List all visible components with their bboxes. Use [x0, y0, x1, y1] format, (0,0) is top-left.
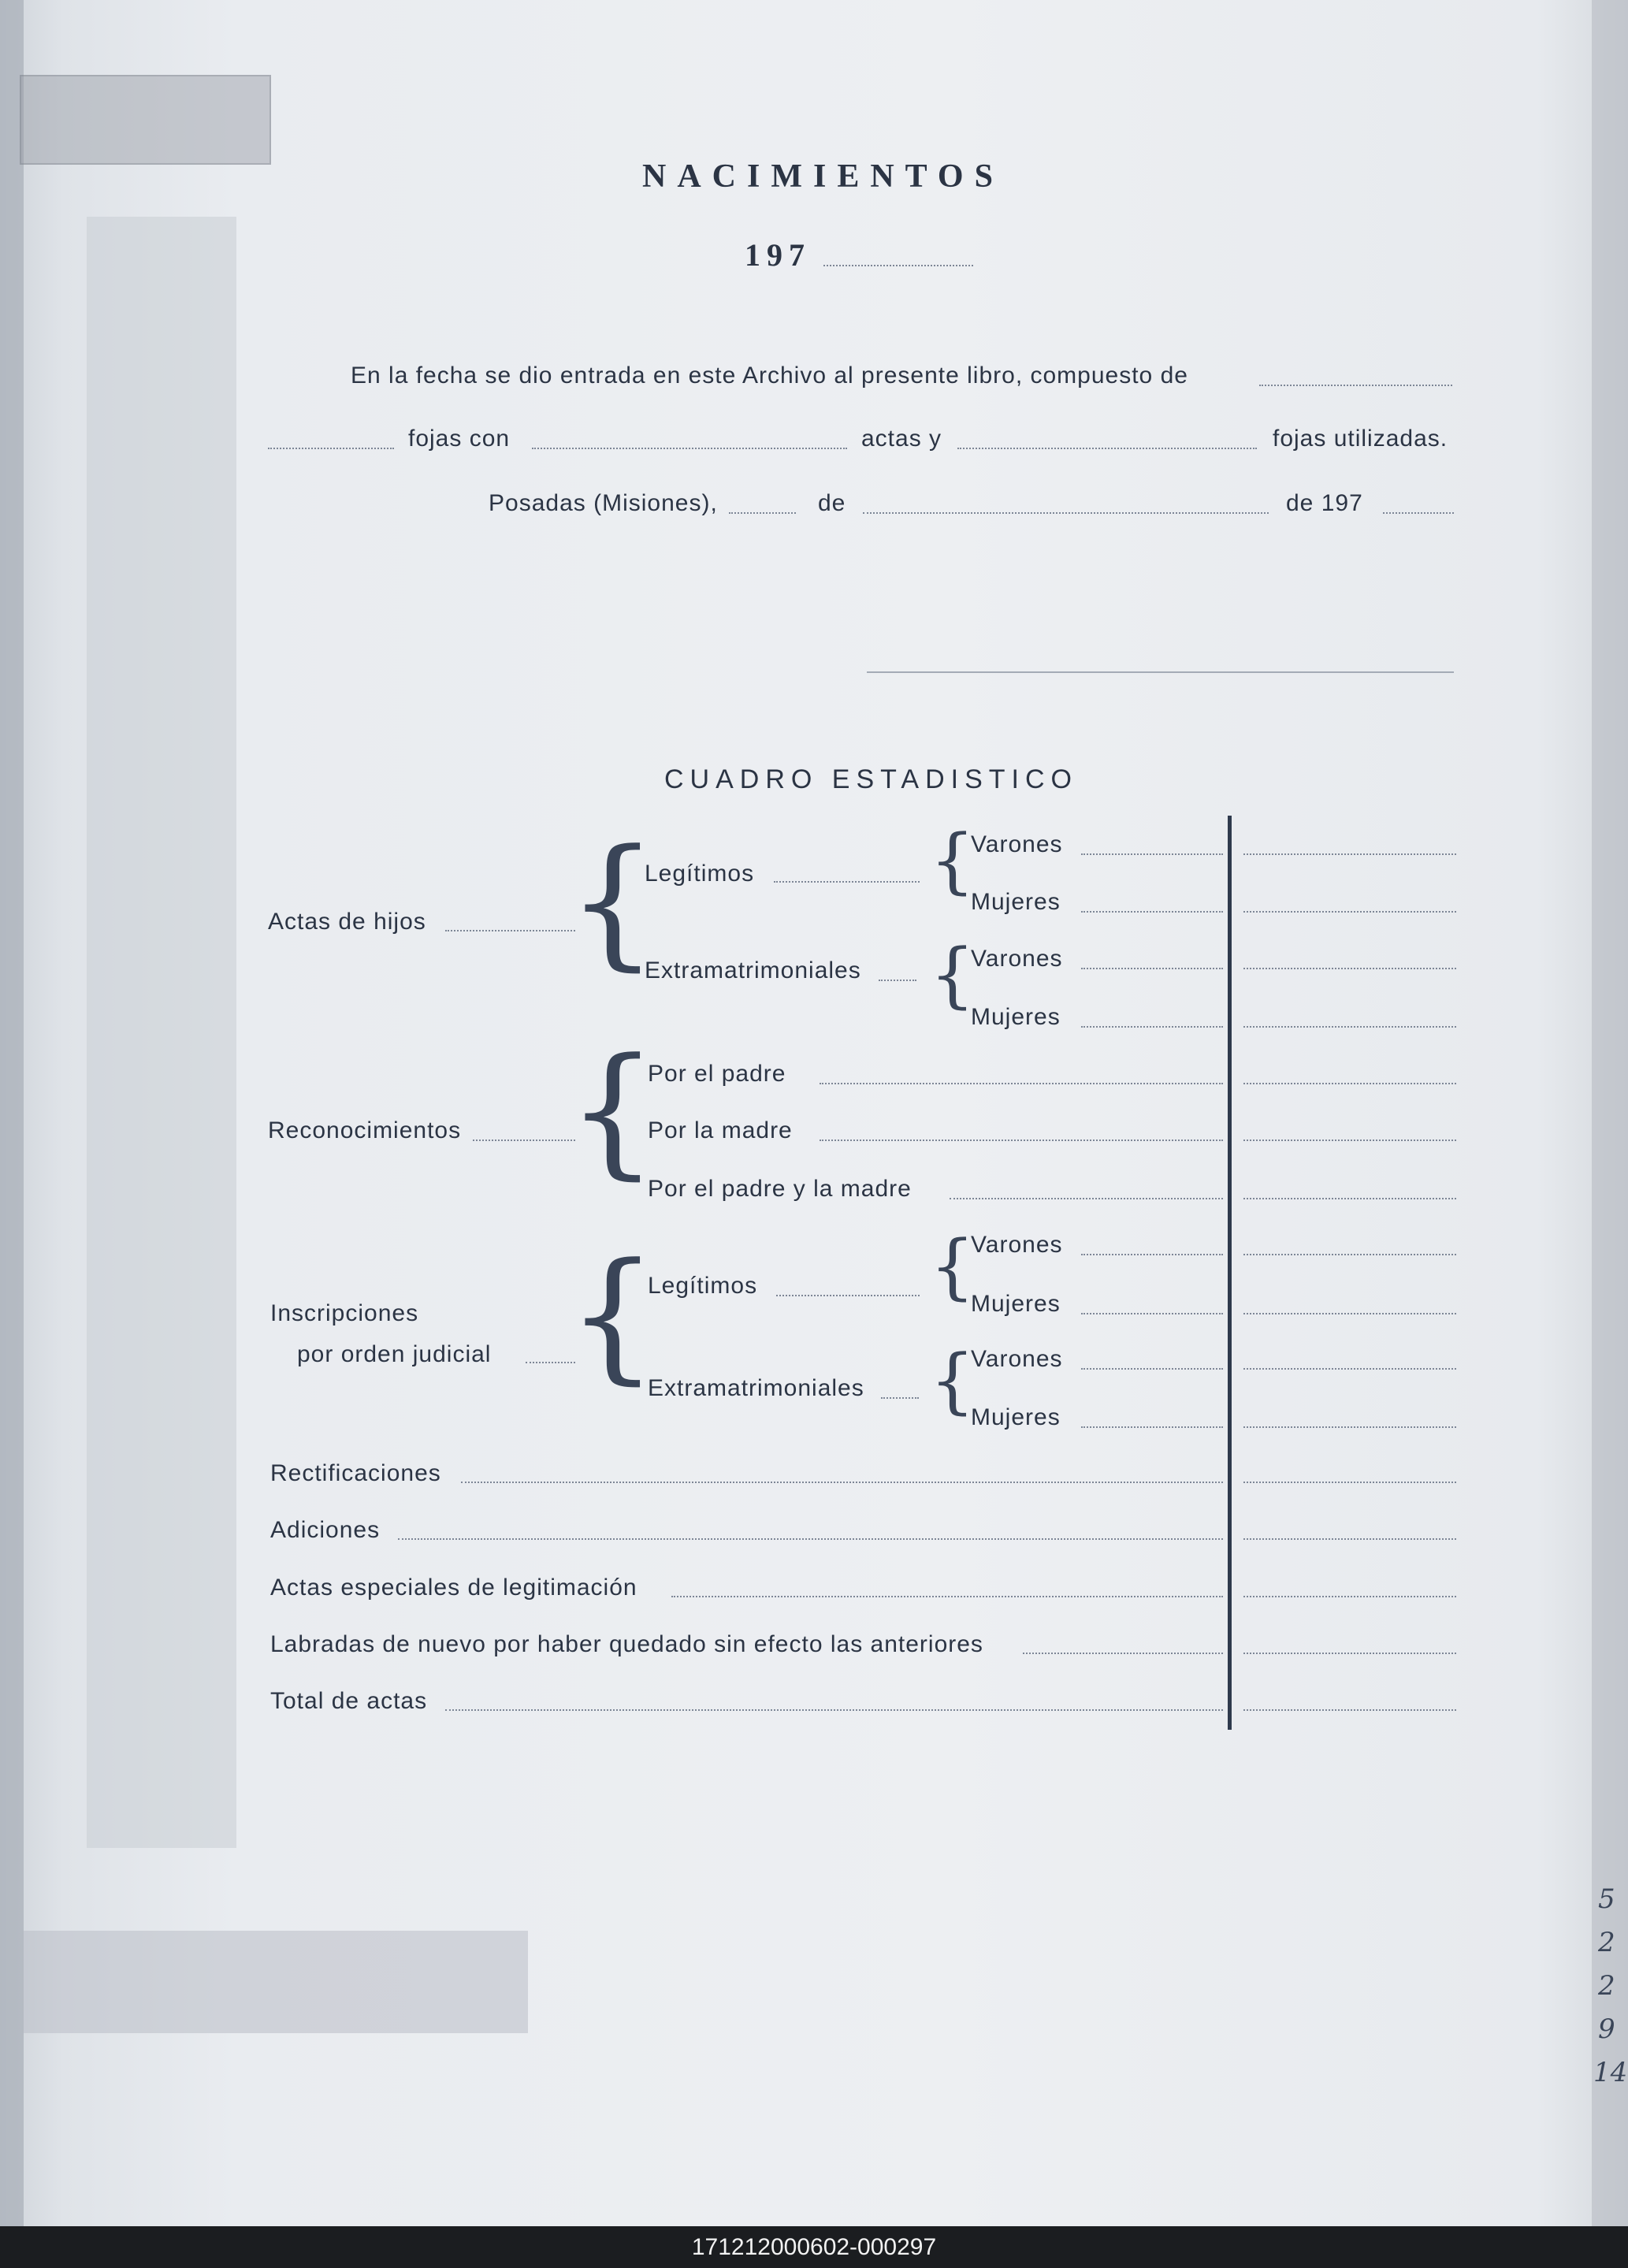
blank-year — [1383, 512, 1454, 514]
label-mujeres: Mujeres — [971, 889, 1061, 915]
brace-extramatrimoniales: { — [930, 934, 976, 1017]
right-blank — [1243, 1254, 1456, 1255]
blank-mujeres-2 — [1081, 1026, 1223, 1028]
brace-extramatrimoniales-insc: { — [930, 1340, 976, 1422]
year-prefix: 197 — [745, 237, 811, 273]
brace-inscripciones: { — [567, 1233, 658, 1398]
brace-actas-hijos: { — [567, 820, 658, 984]
right-blank — [1243, 853, 1456, 855]
label-por-la-madre: Por la madre — [648, 1117, 793, 1143]
label-actas-y: actas y — [861, 426, 942, 452]
label-inscripciones: Inscripciones — [270, 1300, 419, 1326]
right-blank — [1243, 1596, 1456, 1597]
blank-adiciones — [398, 1538, 1223, 1540]
label-varones: Varones — [971, 946, 1063, 972]
right-blank — [1243, 911, 1456, 913]
blank-rectificaciones — [461, 1482, 1223, 1483]
label-total: Total de actas — [270, 1688, 428, 1714]
blank-por-el-padre — [820, 1083, 1223, 1084]
label-de: de — [818, 490, 846, 516]
blank-por-la-madre — [820, 1140, 1223, 1141]
brace-reconocimientos: { — [567, 1028, 658, 1193]
margin-digit: 14 — [1593, 2057, 1628, 2088]
right-blank — [1243, 1198, 1456, 1199]
blank-actas-hijos — [445, 930, 575, 931]
label-legitimos: Legítimos — [648, 1273, 758, 1299]
right-blank — [1243, 1426, 1456, 1428]
blank-legitimos — [774, 881, 920, 883]
label-reconocimientos: Reconocimientos — [268, 1117, 462, 1143]
label-extramatrimoniales: Extramatrimoniales — [648, 1375, 864, 1401]
tape-bottom — [24, 1931, 528, 2033]
blank-month — [863, 512, 1269, 514]
image-id-footer: 171212000602-000297 — [0, 2226, 1628, 2268]
tape-piece — [20, 75, 271, 165]
label-varones: Varones — [971, 1232, 1063, 1258]
label-por-el-padre: Por el padre — [648, 1061, 786, 1087]
blank-extramatrimoniales — [879, 980, 916, 981]
blank-actas-especiales — [671, 1596, 1223, 1597]
label-mujeres: Mujeres — [971, 1291, 1061, 1317]
label-varones: Varones — [971, 831, 1063, 857]
page-title: NACIMIENTOS — [642, 158, 1004, 195]
brace-legitimos-insc: { — [930, 1225, 976, 1308]
right-blank — [1243, 1368, 1456, 1370]
label-por-orden-judicial: por orden judicial — [297, 1341, 492, 1367]
intro-line-1: En la fecha se dio entrada en este Archivo al presente libro, compuesto de — [351, 363, 1188, 389]
margin-digit: 9 — [1598, 2013, 1615, 2045]
right-blank — [1243, 1140, 1456, 1141]
label-labradas: Labradas de nuevo por haber quedado sin efecto las anteriores — [270, 1631, 983, 1657]
label-de-year: de 197 — [1286, 490, 1363, 516]
blank-varones-2 — [1081, 968, 1223, 969]
blank-mujeres-1 — [1081, 911, 1223, 913]
label-fojas-utilizadas: fojas utilizadas. — [1273, 426, 1448, 452]
margin-digit: 2 — [1598, 1970, 1615, 2002]
label-legitimos: Legítimos — [645, 861, 755, 887]
blank-varones-1 — [1081, 853, 1223, 855]
label-mujeres: Mujeres — [971, 1404, 1061, 1430]
blank-mujeres-4 — [1081, 1426, 1223, 1428]
label-actas-de-hijos: Actas de hijos — [268, 909, 426, 935]
blank-reconocimientos — [473, 1140, 575, 1141]
label-fojas-con: fojas con — [408, 426, 511, 452]
blank-labradas — [1023, 1653, 1223, 1654]
blank-actas — [532, 448, 847, 449]
blank-varones-3 — [1081, 1254, 1223, 1255]
binding-edge — [0, 0, 24, 2226]
right-blank — [1243, 1653, 1456, 1654]
label-rectificaciones: Rectificaciones — [270, 1460, 441, 1486]
year-blank — [823, 265, 973, 266]
label-posadas: Posadas (Misiones), — [489, 490, 718, 516]
blank-varones-4 — [1081, 1368, 1223, 1370]
right-blank — [1243, 1709, 1456, 1711]
margin-digit: 2 — [1598, 1927, 1615, 1958]
right-blank — [1243, 1083, 1456, 1084]
right-blank — [1243, 1026, 1456, 1028]
blank-fojas — [268, 448, 394, 449]
label-mujeres: Mujeres — [971, 1004, 1061, 1030]
stats-title: CUADRO ESTADISTICO — [664, 764, 1078, 794]
brace-legitimos: { — [930, 820, 976, 902]
blank-utilizadas — [957, 448, 1257, 449]
signature-line — [867, 671, 1454, 673]
blank-por-ambos — [950, 1198, 1223, 1199]
blank-legitimos-insc — [776, 1295, 920, 1296]
column-divider — [1228, 816, 1232, 1730]
blank-day — [729, 512, 796, 514]
blank-extramatrimoniales-insc — [881, 1397, 919, 1399]
label-adiciones: Adiciones — [270, 1517, 381, 1543]
right-blank — [1243, 1538, 1456, 1540]
label-extramatrimoniales: Extramatrimoniales — [645, 957, 861, 983]
blank-total — [445, 1709, 1223, 1711]
label-actas-especiales: Actas especiales de legitimación — [270, 1575, 637, 1601]
label-por-ambos: Por el padre y la madre — [648, 1176, 912, 1202]
label-varones: Varones — [971, 1346, 1063, 1372]
blank-mujeres-3 — [1081, 1313, 1223, 1314]
tape-strip — [87, 217, 236, 1848]
right-blank — [1243, 1313, 1456, 1314]
right-blank — [1243, 968, 1456, 969]
right-blank — [1243, 1482, 1456, 1483]
blank-compuesto — [1259, 385, 1452, 386]
margin-digit: 5 — [1598, 1883, 1615, 1915]
